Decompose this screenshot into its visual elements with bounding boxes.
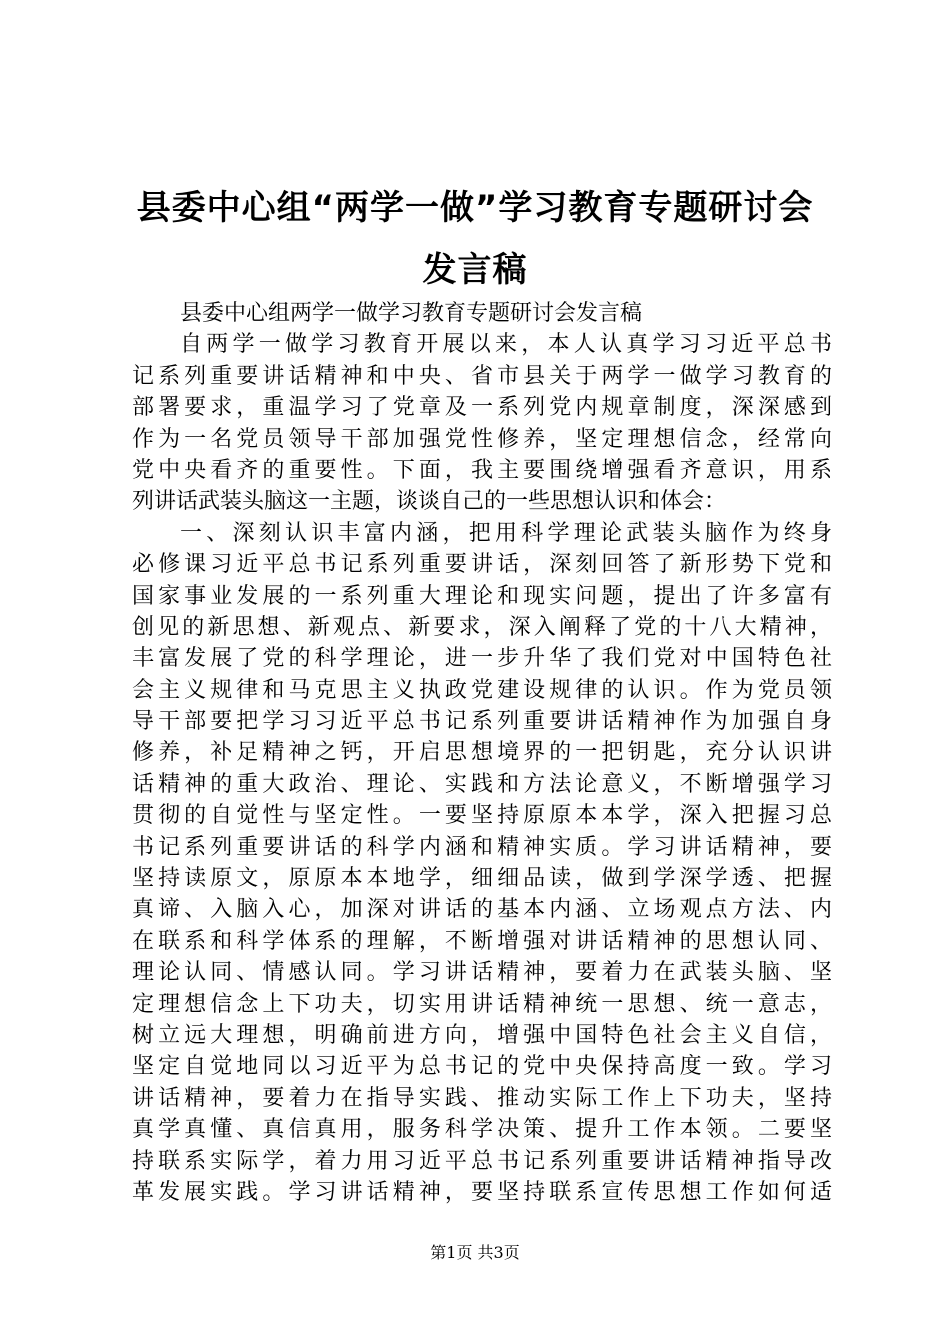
body-line: 在联系和科学体系的理解，不断增强对讲话精神的思想认同、 <box>132 928 832 954</box>
body-line: 必修课习近平总书记系列重要讲话，深刻回答了新形势下党和 <box>132 552 832 578</box>
page-footer: 第1页 共3页 <box>430 1243 520 1262</box>
body-line: 理论认同、情感认同。学习讲话精神，要着力在武装头脑、坚 <box>132 960 832 986</box>
body-line: 话精神的重大政治、理论、实践和方法论意义，不断增强学习 <box>132 771 832 797</box>
body-line: 国家事业发展的一系列重大理论和现实问题，提出了许多富有 <box>132 583 832 609</box>
document-title-continued: 发言稿 <box>422 250 528 290</box>
body-line: 导干部要把学习习近平总书记系列重要讲话精神作为加强自身 <box>132 709 832 735</box>
body-line: 自两学一做学习教育开展以来，本人认真学习习近平总书 <box>180 332 832 358</box>
body-line: 定理想信念上下功夫，切实用讲话精神统一思想、统一意志， <box>132 991 832 1017</box>
body-line: 真谛、入脑入心，加深对讲话的基本内涵、立场观点方法、内 <box>132 897 832 923</box>
body-line: 坚定自觉地同以习近平为总书记的党中央保持高度一致。学习 <box>132 1054 832 1080</box>
body-line: 真学真懂、真信真用，服务科学决策、提升工作本领。二要坚 <box>132 1117 832 1143</box>
body-line: 部署要求，重温学习了党章及一系列党内规章制度，深深感到 <box>132 395 832 421</box>
body-line: 革发展实践。学习讲话精神，要坚持联系宣传思想工作如何适 <box>132 1179 832 1205</box>
body-line: 县委中心组两学一做学习教育专题研讨会发言稿 <box>180 301 643 326</box>
body-line: 一、深刻认识丰富内涵，把用科学理论武装头脑作为终身 <box>180 520 832 546</box>
body-line: 丰富发展了党的科学理论，进一步升华了我们党对中国特色社 <box>132 646 832 672</box>
body-line: 修养，补足精神之钙，开启思想境界的一把钥匙，充分认识讲 <box>132 740 832 766</box>
body-line: 记系列重要讲话精神和中央、省市县关于两学一做学习教育的 <box>132 363 832 389</box>
body-line: 树立远大理想，明确前进方向，增强中国特色社会主义自信， <box>132 1022 832 1048</box>
body-line: 党中央看齐的重要性。下面，我主要围绕增强看齐意识，用系 <box>132 457 832 483</box>
body-line: 贯彻的自觉性与坚定性。一要坚持原原本本学，深入把握习总 <box>132 803 832 829</box>
body-line: 书记系列重要讲话的科学内涵和精神实质。学习讲话精神，要 <box>132 834 832 860</box>
body-line: 讲话精神，要着力在指导实践、推动实际工作上下功夫，坚持 <box>132 1085 832 1111</box>
document-title: 县委中心组“两学一做”学习教育专题研讨会 <box>136 188 814 228</box>
body-line: 会主义规律和马克思主义执政党建设规律的认识。作为党员领 <box>132 677 832 703</box>
body-line: 作为一名党员领导干部加强党性修养，坚定理想信念，经常向 <box>132 426 832 452</box>
body-line: 坚持读原文，原原本本地学，细细品读，做到学深学透、把握 <box>132 866 832 892</box>
body-line: 创见的新思想、新观点、新要求，深入阐释了党的十八大精神， <box>132 614 832 640</box>
body-line: 列讲话武装头脑这一主题，谈谈自己的一些思想认识和体会： <box>132 489 727 515</box>
document-body <box>132 298 832 1208</box>
body-line: 持联系实际学，着力用习近平总书记系列重要讲话精神指导改 <box>132 1148 832 1174</box>
